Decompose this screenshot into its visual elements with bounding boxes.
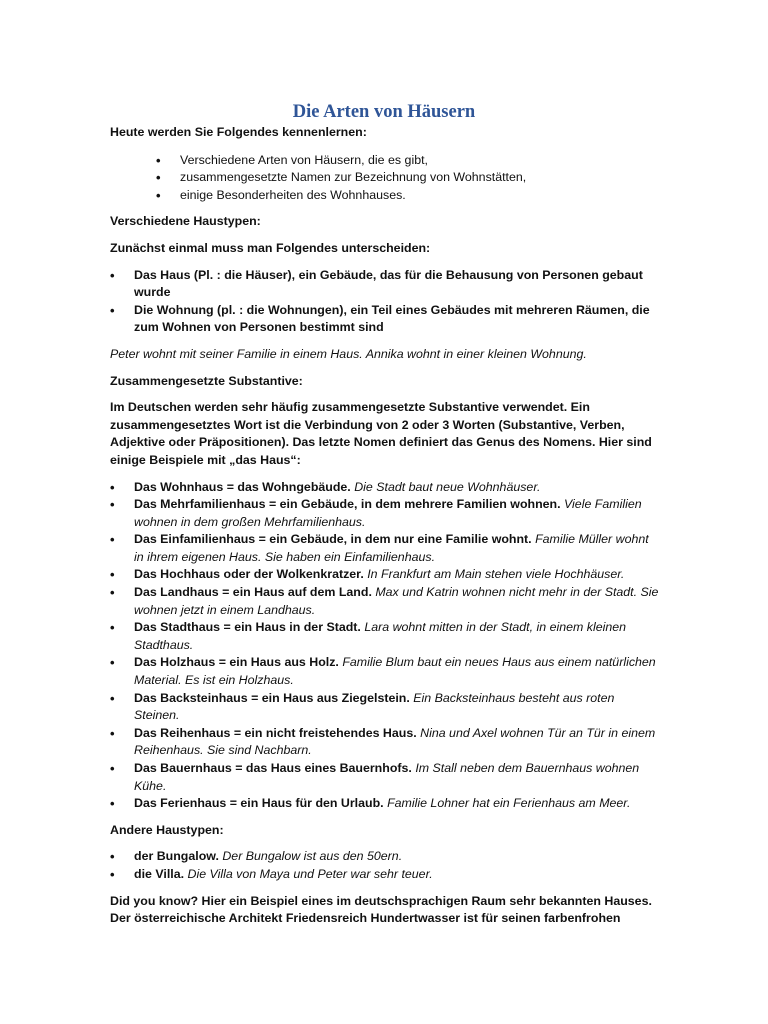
list-item (110, 866, 660, 884)
list-item: • Die Wohnung (pl. : die Wohnungen), ein Teil eines Gebäudes mit mehreren Räumen, die zum Wohnen von Personen bestimmt sind (110, 302, 660, 337)
list-item (110, 848, 660, 866)
heading-compounds: Zusammengesetzte Substantive: (110, 373, 303, 388)
term-text: der Bungalow. (134, 849, 219, 864)
example-text: Familie Blum baut ein neues Haus aus einem natürlichen Material. Es ist ein Holzhaus. (134, 655, 656, 688)
term-text: Das Stadthaus = ein Haus in der Stadt. (134, 620, 361, 635)
list-item (110, 531, 660, 566)
term-text: Das Bauernhaus = das Haus eines Bauernhofs. (134, 761, 412, 775)
list-item: • Verschiedene Arten von Häusern, die es gibt, (110, 152, 660, 170)
example-text: Der Bungalow ist aus den 50ern. (222, 849, 403, 864)
basic-list (110, 267, 660, 337)
list-item (110, 760, 660, 795)
example-text: In Frankfurt am Main stehen viele Hochhäuser. (367, 567, 625, 582)
intro-text: Heute werden Sie Folgendes kennenlernen: (110, 125, 367, 139)
list-item: • Das Haus (Pl. : die Häuser), ein Gebäude, das für die Behausung von Personen gebaut wurde (110, 267, 660, 302)
compound-list (110, 479, 660, 813)
compounds-paragraph: Im Deutschen werden sehr häufig zusammengesetzte Substantive verwendet. Ein zusammengesetztes Wort ist die Verbindung von 2 oder 3 Worten (Substantive, Verben, Adjektive oder Präpositionen). Das letzte Nomen definiert das Genus des Nomens. Hier sind einige Beispiele mit „das Haus“: (110, 400, 652, 467)
term-text: Das Landhaus = ein Haus auf dem Land. (134, 585, 372, 600)
list-item (110, 725, 660, 760)
list-item (110, 690, 660, 725)
example-sentence: Peter wohnt mit seiner Familie in einem Haus. Annika wohnt in einer kleinen Wohnung. (110, 346, 587, 361)
list-item: • einige Besonderheiten des Wohnhauses. (110, 187, 660, 205)
example-text: Viele Familien wohnen in dem großen Mehrfamilienhaus. (134, 497, 642, 529)
term-text: die Villa. (134, 866, 185, 881)
other-list (110, 848, 660, 883)
list-item (110, 496, 660, 531)
example-text: Die Villa von Maya und Peter war sehr teuer. (187, 866, 433, 881)
list-item: • zusammengesetzte Namen zur Bezeichnung von Wohnstätten, (110, 169, 660, 187)
example-text: Im Stall neben dem Bauernhaus wohnen Kühe. (134, 761, 640, 793)
document-body (110, 124, 660, 928)
example-text: Familie Müller wohnt in ihrem eigenen Haus. Sie haben ein Einfamilienhaus. (134, 532, 649, 564)
list-item (110, 566, 660, 584)
term-text: Das Backsteinhaus = ein Haus aus Ziegelstein. (134, 690, 410, 705)
list-item (110, 654, 660, 689)
did-you-know-text: Did you know? Hier ein Beispiel eines im deutschsprachigen Raum sehr bekannten Hauses. Der österreichische Architekt Friedensreich Hundertwasser ist für seinen farbenfrohen (110, 893, 652, 926)
distinguish-text: Zunächst einmal muss man Folgendes unterscheiden: (110, 240, 431, 255)
list-item (110, 479, 660, 497)
heading-other: Andere Haustypen: (110, 822, 224, 837)
list-item (110, 584, 660, 619)
example-text: Familie Lohner hat ein Ferienhaus am Meer. (387, 796, 631, 811)
example-text: Lara wohnt mitten in der Stadt, in einem kleinen Stadthaus. (134, 620, 627, 652)
list-item (110, 619, 660, 654)
term-text: Das Ferienhaus = ein Haus für den Urlaub. (134, 796, 384, 811)
heading-haustypen: Verschiedene Haustypen: (110, 214, 261, 229)
example-text: Die Stadt baut neue Wohnhäuser. (354, 479, 541, 494)
term-text: Das Wohnhaus = das Wohngebäude. (134, 479, 351, 494)
term-text: Das Holzhaus = ein Haus aus Holz. (134, 655, 339, 670)
term-text: Das Einfamilienhaus = ein Gebäude, in dem nur eine Familie wohnt. (134, 532, 532, 547)
example-text: Ein Backsteinhaus besteht aus roten Steinen. (134, 690, 615, 723)
example-text: Max und Katrin wohnen nicht mehr in der Stadt. Sie wohnen jetzt in einem Landhaus. (134, 585, 659, 617)
term-text: Das Hochhaus oder der Wolkenkratzer. (134, 567, 364, 582)
document-title: Die Arten von Häusern (292, 102, 476, 122)
term-text: Das Mehrfamilienhaus = ein Gebäude, in dem mehrere Familien wohnen. (134, 497, 561, 512)
example-text: Nina und Axel wohnen Tür an Tür in einem Reihenhaus. Sie sind Nachbarn. (134, 725, 656, 758)
intro-list (110, 152, 660, 205)
term-text: Das Reihenhaus = ein nicht freistehendes Haus. (134, 725, 417, 740)
list-item (110, 795, 660, 813)
